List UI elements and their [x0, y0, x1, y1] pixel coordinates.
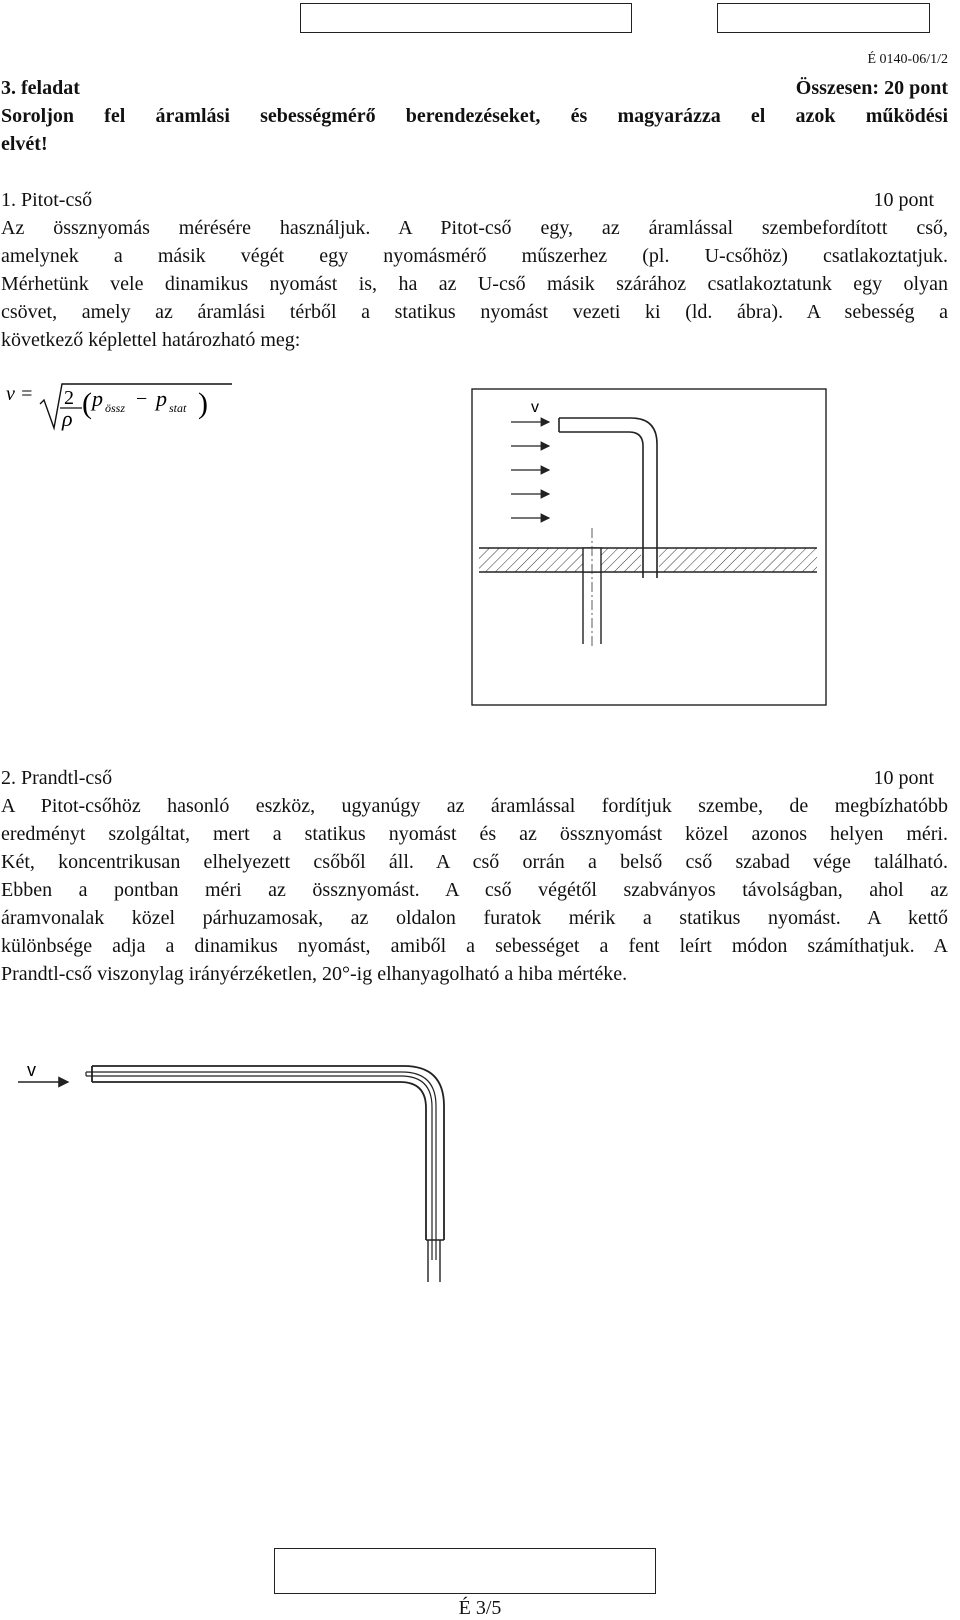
formula-close-paren: ) [198, 387, 208, 420]
figure-frame [472, 389, 826, 705]
task-prompt-line-2: elvét! [1, 133, 48, 155]
formula-denominator: ρ [62, 406, 73, 431]
wall-middle [601, 548, 641, 572]
formula-numerator: 2 [64, 387, 74, 409]
section2-line: A Pitot-csőhöz hasonló eszköz, ugyanúgy az áramlással fordítjuk szembe, de megbízhatóbb [1, 795, 948, 817]
section2-line: Prandtl-cső viszonylag irányérzéketlen, 20°-ig elhanyagolható a hiba mértéke. [1, 963, 628, 985]
footer-box [274, 1548, 656, 1594]
formula-lhs: v = [6, 383, 34, 405]
section1-line: csövet, amely az áramlási térből a statikus nyomást vezeti ki (ld. ábra). A sebesség a [1, 301, 948, 323]
header-box-left [300, 3, 632, 33]
section1-line: Az össznyomás mérésére használjuk. A Pitot-cső egy, az áramlással szembefordított cső, [1, 217, 948, 239]
section2-points: 10 pont [873, 767, 934, 789]
formula-p-static: p [156, 386, 167, 411]
section2-line: különbsége adja a dinamikus nyomást, amiből a sebességet a fent leírt módon számíthatjuk. A [1, 935, 948, 957]
formula-open-paren: ( [82, 387, 92, 420]
task-prompt-line-1: Soroljon fel áramlási sebességmérő berendezéseket, és magyarázza el azok működési [1, 105, 948, 127]
wall-right [659, 548, 817, 572]
section2-line: Két, koncentrikusan elhelyezett csőből áll. A cső orrán a belső cső szabad vége található. [1, 851, 948, 873]
velocity-formula [4, 382, 234, 442]
task-heading-row [1, 74, 948, 103]
formula-sub-ossz: össz [105, 401, 126, 415]
pitot-tube-figure [471, 388, 827, 706]
page-number: É 3/5 [458, 1597, 502, 1619]
section2-line: áramvonalak közel párhuzamosak, az oldalon furatok mérik a statikus nyomást. A kettő [1, 907, 948, 929]
formula-sub-stat: stat [169, 401, 187, 415]
section2-heading-row [1, 764, 948, 793]
formula-p-total: p [92, 386, 103, 411]
prandtl-velocity-label: v [27, 1060, 36, 1080]
section1-points: 10 pont [873, 189, 934, 211]
task-total-points: Összesen: 20 pont [795, 77, 948, 99]
task-title: 3. feladat [1, 77, 80, 99]
document-code: É 0140-06/1/2 [867, 52, 948, 67]
velocity-label: v [531, 399, 539, 416]
formula-minus: − [136, 388, 148, 410]
section1-heading: 1. Pitot-cső [1, 189, 93, 211]
section1-line: következő képlettel határozható meg: [1, 329, 301, 351]
prandtl-tube-figure [12, 1050, 462, 1285]
wall-left [479, 548, 583, 572]
header-box-right [717, 3, 930, 33]
section2-line: eredményt szolgáltat, mert a statikus nyomást és az össznyomást közel azonos helyen méri. [1, 823, 948, 845]
section1-line: amelynek a másik végét egy nyomásmérő műszerhez (pl. U-csőhöz) csatlakoztatjuk. [1, 245, 948, 267]
section1-line: Mérhetünk vele dinamikus nyomást is, ha az U-cső másik szárához csatlakoztatunk egy olyan [1, 273, 948, 295]
section2-line: Ebben a pontban méri az össznyomást. A cső végétől szabványos távolságban, ahol az [1, 879, 948, 901]
prandtl-tube [86, 1066, 444, 1282]
section1-heading-row [1, 186, 948, 215]
section2-heading: 2. Prandtl-cső [1, 767, 113, 789]
